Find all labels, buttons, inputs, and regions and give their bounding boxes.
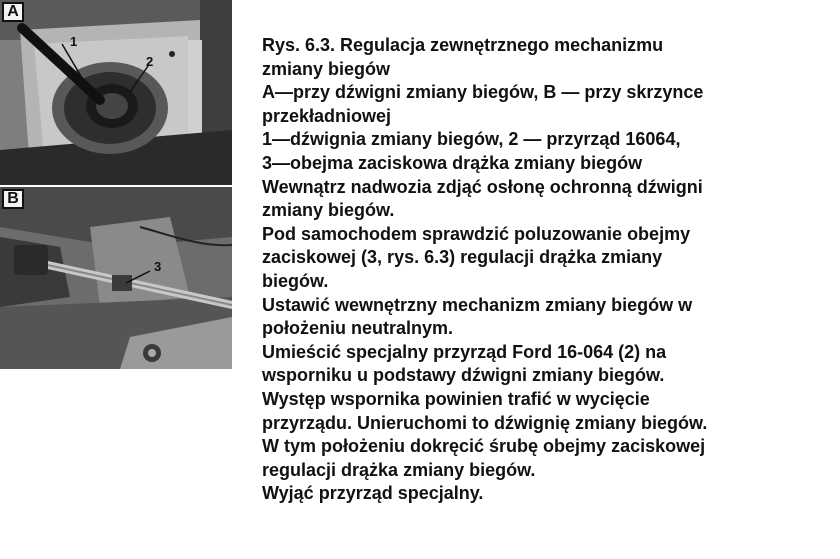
callout-2: 2 <box>146 54 154 69</box>
caption-legend-parts-line-2: 3—obejma zaciskowa drążka zmiany biegów <box>262 152 643 173</box>
instruction-line: regulacji drążka zmiany biegów. <box>262 459 536 480</box>
text-block <box>262 34 832 506</box>
caption-title-line-2: zmiany biegów <box>262 58 391 79</box>
photo-a-label: A <box>2 2 24 22</box>
photo-a-illustration <box>0 0 232 185</box>
instruction-line: Ustawić wewnętrzny mechanizm zmiany biegów w <box>262 294 693 315</box>
callout-3: 3 <box>154 259 162 274</box>
photo-a-gear-lever <box>0 0 232 185</box>
instruction-line: Pod samochodem sprawdzić poluzowanie obejmy <box>262 223 691 244</box>
callout-1: 1 <box>70 34 78 49</box>
instruction-line: Wyjąć przyrząd specjalny. <box>262 483 484 504</box>
photo-b-gearbox-linkage <box>0 187 232 369</box>
photo-b-illustration <box>0 187 232 369</box>
instruction-line: biegów. <box>262 270 329 291</box>
caption-legend-parts-line-1: 1—dźwignia zmiany biegów, 2 — przyrząd 16064, <box>262 129 681 150</box>
instruction-line: położeniu neutralnym. <box>262 318 454 339</box>
instruction-line: zmiany biegów. <box>262 200 395 221</box>
caption-title-line-1: Rys. 6.3. Regulacja zewnętrznego mechanizmu <box>262 35 664 55</box>
instruction-line: Umieścić specjalny przyrząd Ford 16-064 (2) na <box>262 341 667 362</box>
instruction-line: zaciskowej (3, rys. 6.3) regulacji drążka zmiany <box>262 247 663 268</box>
caption-legend-ab-line-1: A—przy dźwigni zmiany biegów, B — przy skrzynce <box>262 82 704 103</box>
instruction-line: W tym położeniu dokręcić śrubę obejmy zaciskowej <box>262 436 706 457</box>
instruction-line: Wewnątrz nadwozia zdjąć osłonę ochronną dźwigni <box>262 176 703 197</box>
photo-b-label: B <box>2 189 24 209</box>
instruction-line: Występ wspornika powinien trafić w wycięcie <box>262 388 650 409</box>
instruction-line: wsporniku u podstawy dźwigni zmiany biegów. <box>262 365 665 386</box>
caption-legend-ab-line-2: przekładniowej <box>262 105 392 126</box>
instruction-line: przyrządu. Unieruchomi to dźwignię zmiany biegów. <box>262 412 708 433</box>
